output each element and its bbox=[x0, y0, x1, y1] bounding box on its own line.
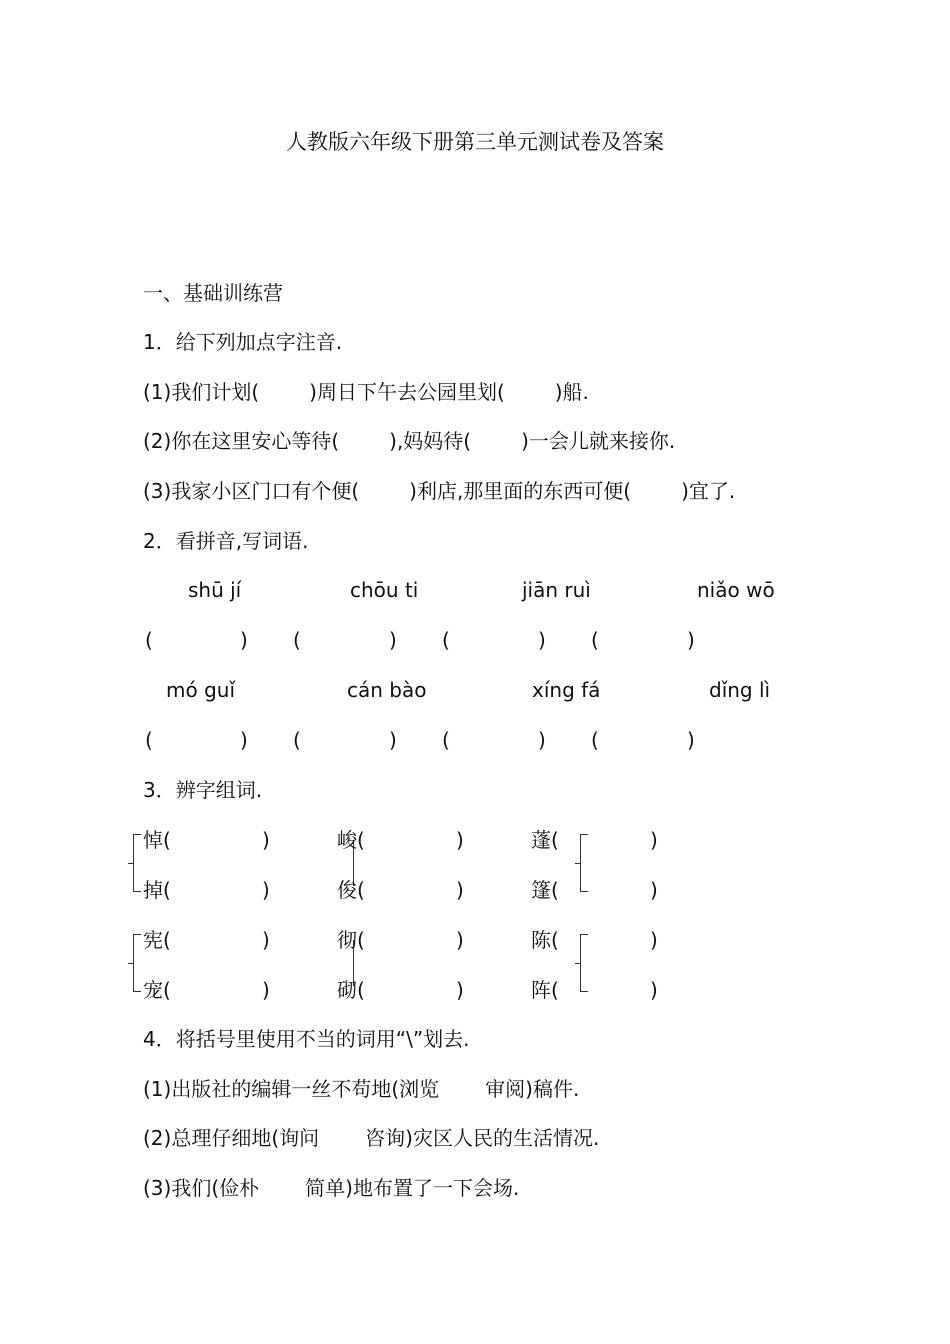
char-cell: 蓬( bbox=[531, 828, 559, 852]
section-heading: 一、基础训练营 bbox=[143, 281, 283, 305]
answer-close-paren: ) bbox=[262, 928, 270, 952]
char-cell: 俊( bbox=[337, 878, 365, 902]
pinyin: xíng fá bbox=[532, 678, 601, 702]
char-cell: 篷( bbox=[531, 878, 559, 902]
char-cell: 峻( bbox=[337, 828, 365, 852]
answer-close-paren: ) bbox=[456, 878, 464, 902]
q1-item-2: (2)你在这里安心等待( ),妈妈待( )一会儿就来接你. bbox=[143, 429, 676, 453]
q4-item-1: (1)出版社的编辑一丝不苟地(浏览 审阅)稿件. bbox=[143, 1077, 580, 1101]
char-cell: 阵( bbox=[531, 978, 559, 1002]
page-title: 人教版六年级下册第三单元测试卷及答案 bbox=[286, 130, 664, 154]
answer-close-paren: ) bbox=[389, 728, 397, 752]
answer-open-paren: ( bbox=[442, 628, 450, 652]
grouping-brace bbox=[133, 834, 141, 892]
answer-close-paren: ) bbox=[240, 628, 248, 652]
q1-item-1: (1)我们计划( )周日下午去公园里划( )船. bbox=[143, 380, 589, 404]
pinyin: mó guǐ bbox=[166, 678, 236, 702]
answer-open-paren: ( bbox=[591, 728, 599, 752]
answer-open-paren: ( bbox=[591, 628, 599, 652]
pinyin: cán bào bbox=[347, 678, 427, 702]
answer-close-paren: ) bbox=[650, 828, 658, 852]
answer-open-paren: ( bbox=[145, 628, 153, 652]
char-cell: 悼( bbox=[143, 828, 171, 852]
char-cell: 宪( bbox=[143, 928, 171, 952]
answer-close-paren: ) bbox=[650, 978, 658, 1002]
answer-close-paren: ) bbox=[456, 928, 464, 952]
answer-close-paren: ) bbox=[262, 878, 270, 902]
answer-close-paren: ) bbox=[240, 728, 248, 752]
q4-item-3: (3)我们(俭朴 简单)地布置了一下会场. bbox=[143, 1176, 520, 1200]
q3-prompt: 3．辨字组词. bbox=[143, 778, 263, 802]
q4-prompt: 4．将括号里使用不当的词用“\”划去. bbox=[143, 1027, 470, 1051]
char-cell: 陈( bbox=[531, 928, 559, 952]
answer-close-paren: ) bbox=[262, 978, 270, 1002]
grouping-brace bbox=[580, 834, 588, 892]
answer-close-paren: ) bbox=[262, 828, 270, 852]
char-cell: 砌( bbox=[337, 978, 365, 1002]
answer-close-paren: ) bbox=[538, 628, 546, 652]
q1-prompt: 1．给下列加点字注音. bbox=[143, 330, 343, 354]
answer-close-paren: ) bbox=[650, 928, 658, 952]
char-cell: 掉( bbox=[143, 878, 171, 902]
char-cell: 宠( bbox=[143, 978, 171, 1002]
answer-close-paren: ) bbox=[687, 628, 695, 652]
answer-open-paren: ( bbox=[293, 628, 301, 652]
q2-prompt: 2．看拼音,写词语. bbox=[143, 529, 309, 553]
grouping-brace bbox=[580, 934, 588, 992]
answer-close-paren: ) bbox=[650, 878, 658, 902]
answer-close-paren: ) bbox=[687, 728, 695, 752]
grouping-brace bbox=[133, 934, 141, 992]
answer-open-paren: ( bbox=[145, 728, 153, 752]
answer-close-paren: ) bbox=[389, 628, 397, 652]
answer-close-paren: ) bbox=[456, 828, 464, 852]
char-cell: 彻( bbox=[337, 928, 365, 952]
q1-item-3: (3)我家小区门口有个便( )利店,那里面的东西可便( )宜了. bbox=[143, 479, 736, 503]
answer-close-paren: ) bbox=[456, 978, 464, 1002]
pinyin: dǐng lì bbox=[709, 678, 771, 702]
pinyin: shū jí bbox=[188, 578, 242, 602]
answer-open-paren: ( bbox=[442, 728, 450, 752]
pinyin: niǎo wō bbox=[697, 578, 775, 602]
q4-item-2: (2)总理仔细地(询问 咨询)灾区人民的生活情况. bbox=[143, 1126, 600, 1150]
pinyin: chōu ti bbox=[350, 578, 419, 602]
answer-open-paren: ( bbox=[293, 728, 301, 752]
answer-close-paren: ) bbox=[538, 728, 546, 752]
pinyin: jiān ruì bbox=[522, 578, 591, 602]
